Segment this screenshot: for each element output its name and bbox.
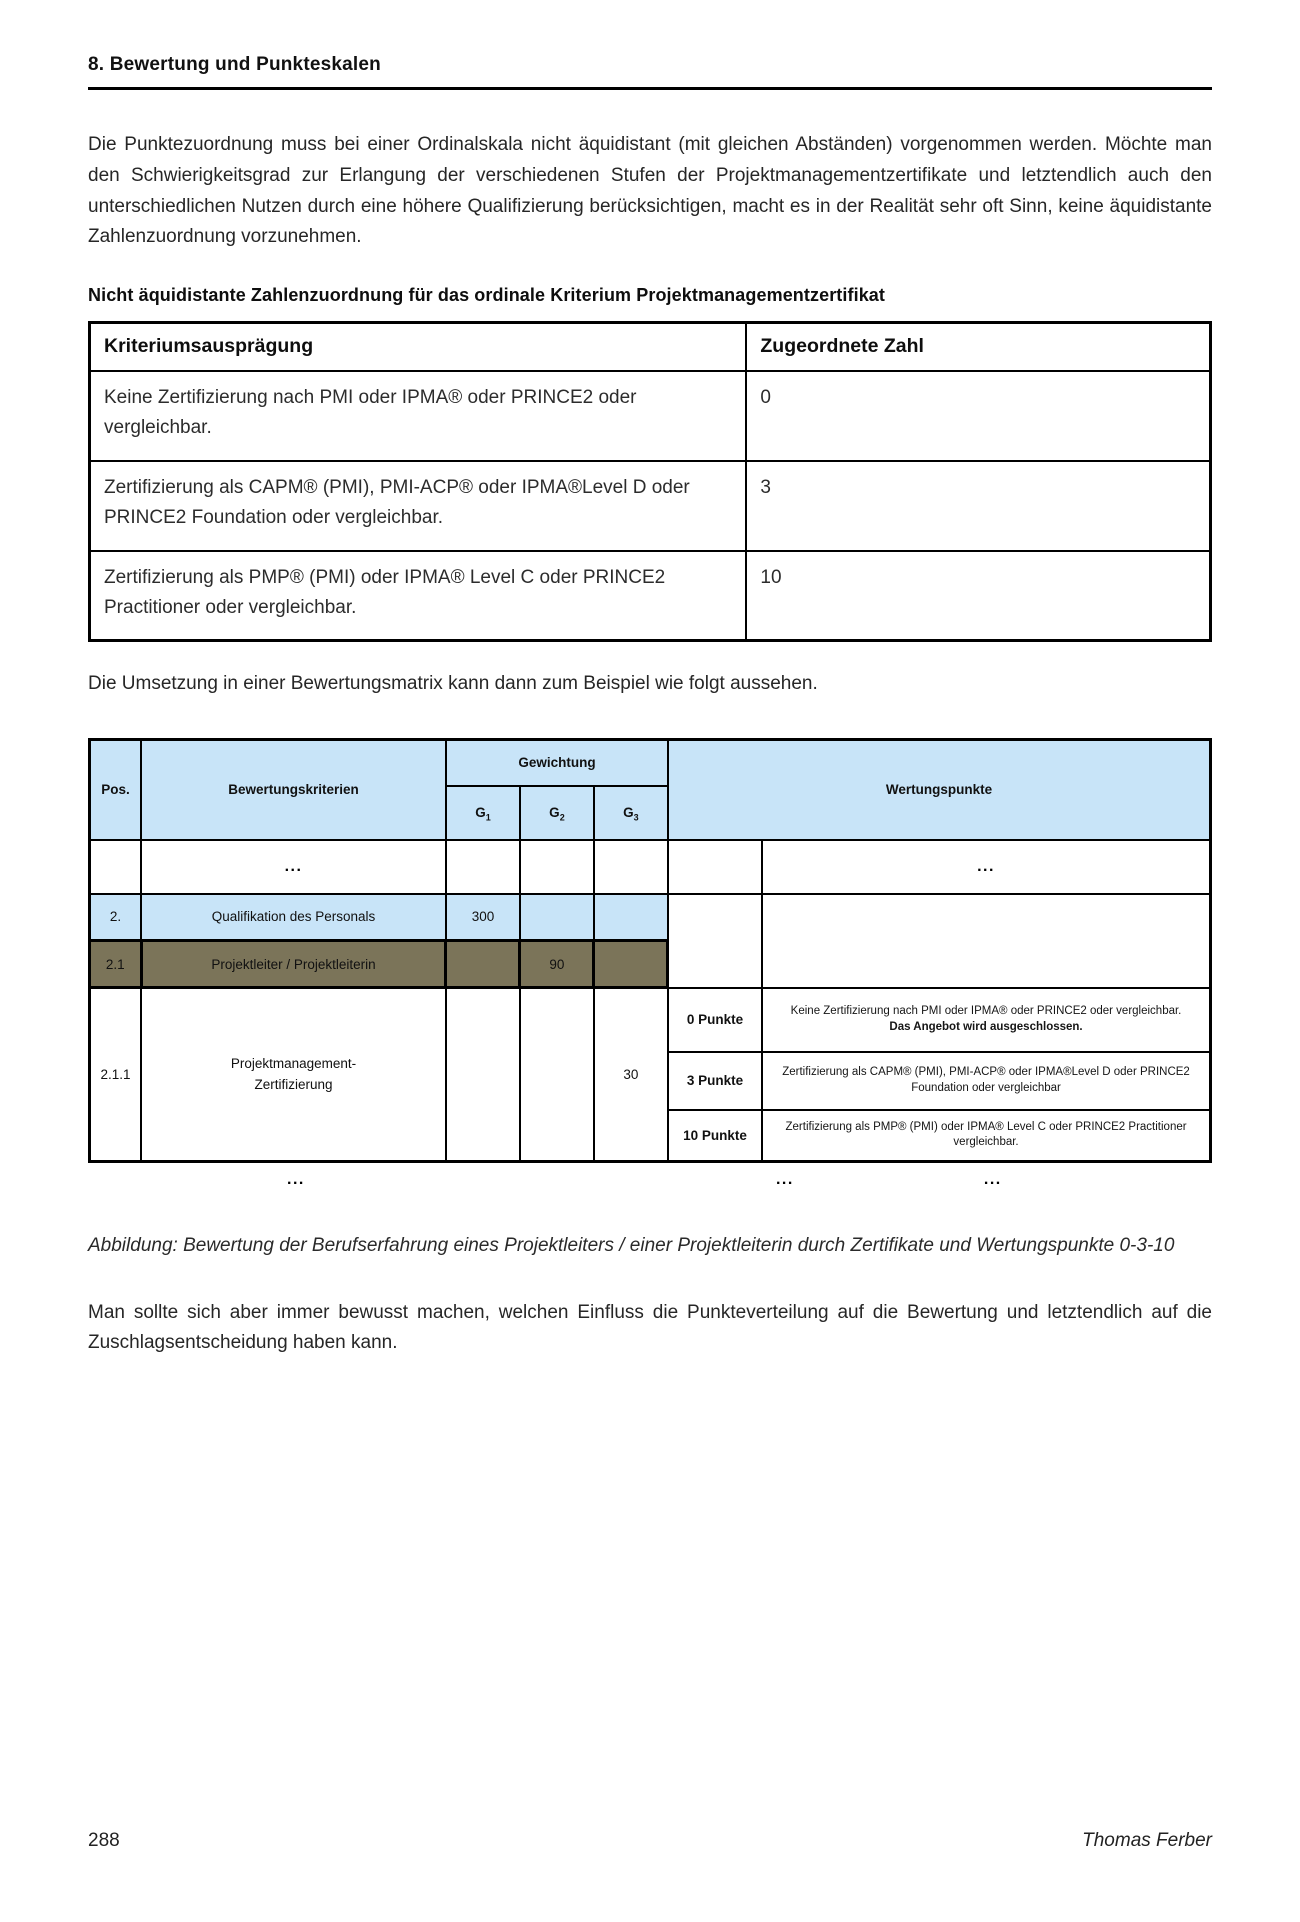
table-row xyxy=(90,461,1211,551)
zuordnung-zahl-cell: 10 xyxy=(746,551,1210,641)
g1-cell xyxy=(446,941,520,988)
footer-author: Thomas Ferber xyxy=(1082,1830,1212,1851)
g2-base: G xyxy=(549,805,560,821)
punkte-label-cell: 10 Punkte xyxy=(668,1110,762,1162)
punkte-label-cell: 3 Punkte xyxy=(668,1052,762,1110)
matrix-header-pos: Pos. xyxy=(90,740,142,840)
punkte-desc-bold-note: Das Angebot wird ausgeschlossen. xyxy=(889,1020,1083,1033)
bewertungsmatrix-table xyxy=(88,738,1212,1163)
g2-cell: 90 xyxy=(520,941,594,988)
kriterium-line-1: Projektmanagement- xyxy=(230,1055,357,1071)
empty-cell xyxy=(668,840,762,894)
punkte-label-cell: 0 Punkte xyxy=(668,988,762,1052)
chapter-heading: 8. Bewertung und Punkteskalen xyxy=(88,54,381,75)
ellipsis: ... xyxy=(983,1171,1002,1189)
page-footer xyxy=(88,1830,1212,1852)
zuordnung-zahl-cell: 3 xyxy=(746,461,1210,551)
empty-cell xyxy=(90,840,142,894)
zuordnung-table xyxy=(88,321,1212,642)
chapter-rule-divider xyxy=(88,87,1212,90)
punkte-desc-text: Keine Zertifizierung nach PMI oder IPMA® oder PRINCE2 oder vergleichbar. xyxy=(790,1004,1182,1017)
matrix-header-row-1 xyxy=(90,740,1211,786)
punkte-desc-text: Zertifizierung als CAPM® (PMI), PMI-ACP® oder IPMA®Level D oder PRINCE2 Foundation oder vergleichbar xyxy=(782,1065,1190,1094)
table-row xyxy=(90,371,1211,461)
g3-sub: 3 xyxy=(633,812,639,823)
matrix-row-2 xyxy=(90,894,1211,941)
between-paragraph: Die Umsetzung in einer Bewertungsmatrix kann dann zum Beispiel wie folgt aussehen. xyxy=(88,673,818,695)
empty-cell xyxy=(594,840,668,894)
ellipsis-cell xyxy=(762,840,1210,894)
zuordnung-header-row xyxy=(90,323,1211,372)
kriterium-cell: Qualifikation des Personals xyxy=(141,894,446,941)
zuordnung-kriterium-cell: Keine Zertifizierung nach PMI oder IPMA® oder PRINCE2 oder vergleichbar. xyxy=(90,371,747,461)
pos-cell: 2.1 xyxy=(90,941,142,988)
matrix-ellipsis-row xyxy=(90,840,1211,894)
kriterium-cell: Projektleiter / Projektleiterin xyxy=(141,941,446,988)
g2-cell xyxy=(520,988,594,1162)
g3-cell xyxy=(594,894,668,941)
empty-punkte-cell xyxy=(668,894,762,988)
intro-paragraph: Die Punktezuordnung muss bei einer Ordinalskala nicht äquidistant (mit gleichen Abständen) vorgenommen werden. Möchte man den Schwierigkeitsgrad zur Erlangung der verschiedenen Stufen der Projektmanagementzertifikate und letztendlich auch den unterschiedlichen Nutzen durch eine höhere Qualifizierung berücksichtigen, macht es in der Realität sehr oft Sinn, keine äquidistante Zahlenzuordnung vorzunehmen. xyxy=(88,134,1212,248)
closing-paragraph: Man sollte sich aber immer bewusst machen, welchen Einfluss die Punkteverteilung auf die Bewertung und letztendlich auf die Zuschlagsentscheidung haben kann. xyxy=(88,1301,1212,1354)
matrix-bottom-ellipsis-row xyxy=(88,1163,1212,1205)
punkte-desc-cell xyxy=(762,1110,1210,1162)
ellipsis: ... xyxy=(977,857,995,875)
punkte-desc-cell xyxy=(762,988,1210,1052)
ellipsis: ... xyxy=(775,1171,794,1189)
kriterium-cell xyxy=(141,988,446,1162)
matrix-row-2-1-1-punkte-0 xyxy=(90,988,1211,1052)
g3-cell: 30 xyxy=(594,988,668,1162)
ellipsis: ... xyxy=(284,857,303,875)
g2-cell xyxy=(520,894,594,941)
punkte-desc-text: Zertifizierung als PMP® (PMI) oder IPMA® Level C oder PRINCE2 Practitioner vergleichbar. xyxy=(785,1120,1187,1149)
matrix-header-g3 xyxy=(594,786,668,840)
pos-cell: 2. xyxy=(90,894,142,941)
g1-sub: 1 xyxy=(485,812,491,823)
punkte-desc-cell xyxy=(762,1052,1210,1110)
figure-caption: Abbildung: Bewertung der Berufserfahrung eines Projektleiters / einer Projektleiterin durch Zertifikate und Wertungspunkte 0-3-10 xyxy=(88,1235,1175,1257)
empty-cell xyxy=(520,840,594,894)
zuordnung-table-heading: Nicht äquidistante Zahlenzuordnung für das ordinale Kriterium Projektmanagementzertifikat xyxy=(88,285,886,306)
zuordnung-kriterium-cell: Zertifizierung als CAPM® (PMI), PMI-ACP® oder IPMA®Level D oder PRINCE2 Foundation oder vergleichbar. xyxy=(90,461,747,551)
zuordnung-zahl-cell: 0 xyxy=(746,371,1210,461)
kriterium-line-2: Zertifizierung xyxy=(254,1076,333,1092)
matrix-header-g1 xyxy=(446,786,520,840)
table-row xyxy=(90,551,1211,641)
zuordnung-header-zahl: Zugeordnete Zahl xyxy=(746,323,1210,372)
pos-cell: 2.1.1 xyxy=(90,988,142,1162)
ellipsis-cell xyxy=(141,840,446,894)
ellipsis: ... xyxy=(287,1171,305,1189)
g3-base: G xyxy=(623,805,634,821)
matrix-header-g2 xyxy=(520,786,594,840)
matrix-header-kriterien: Bewertungskriterien xyxy=(141,740,446,840)
page-number: 288 xyxy=(88,1830,120,1851)
g2-sub: 2 xyxy=(559,812,565,823)
matrix-header-wertungspunkte: Wertungspunkte xyxy=(668,740,1211,840)
empty-beschreibung-cell xyxy=(762,894,1210,988)
g1-base: G xyxy=(475,805,486,821)
zuordnung-header-kriterium: Kriteriumsausprägung xyxy=(90,323,747,372)
empty-cell xyxy=(446,840,520,894)
g1-cell xyxy=(446,988,520,1162)
matrix-header-gewichtung: Gewichtung xyxy=(446,740,668,786)
g3-cell xyxy=(594,941,668,988)
zuordnung-kriterium-cell: Zertifizierung als PMP® (PMI) oder IPMA® Level C oder PRINCE2 Practitioner oder vergleichbar. xyxy=(90,551,747,641)
g1-cell: 300 xyxy=(446,894,520,941)
